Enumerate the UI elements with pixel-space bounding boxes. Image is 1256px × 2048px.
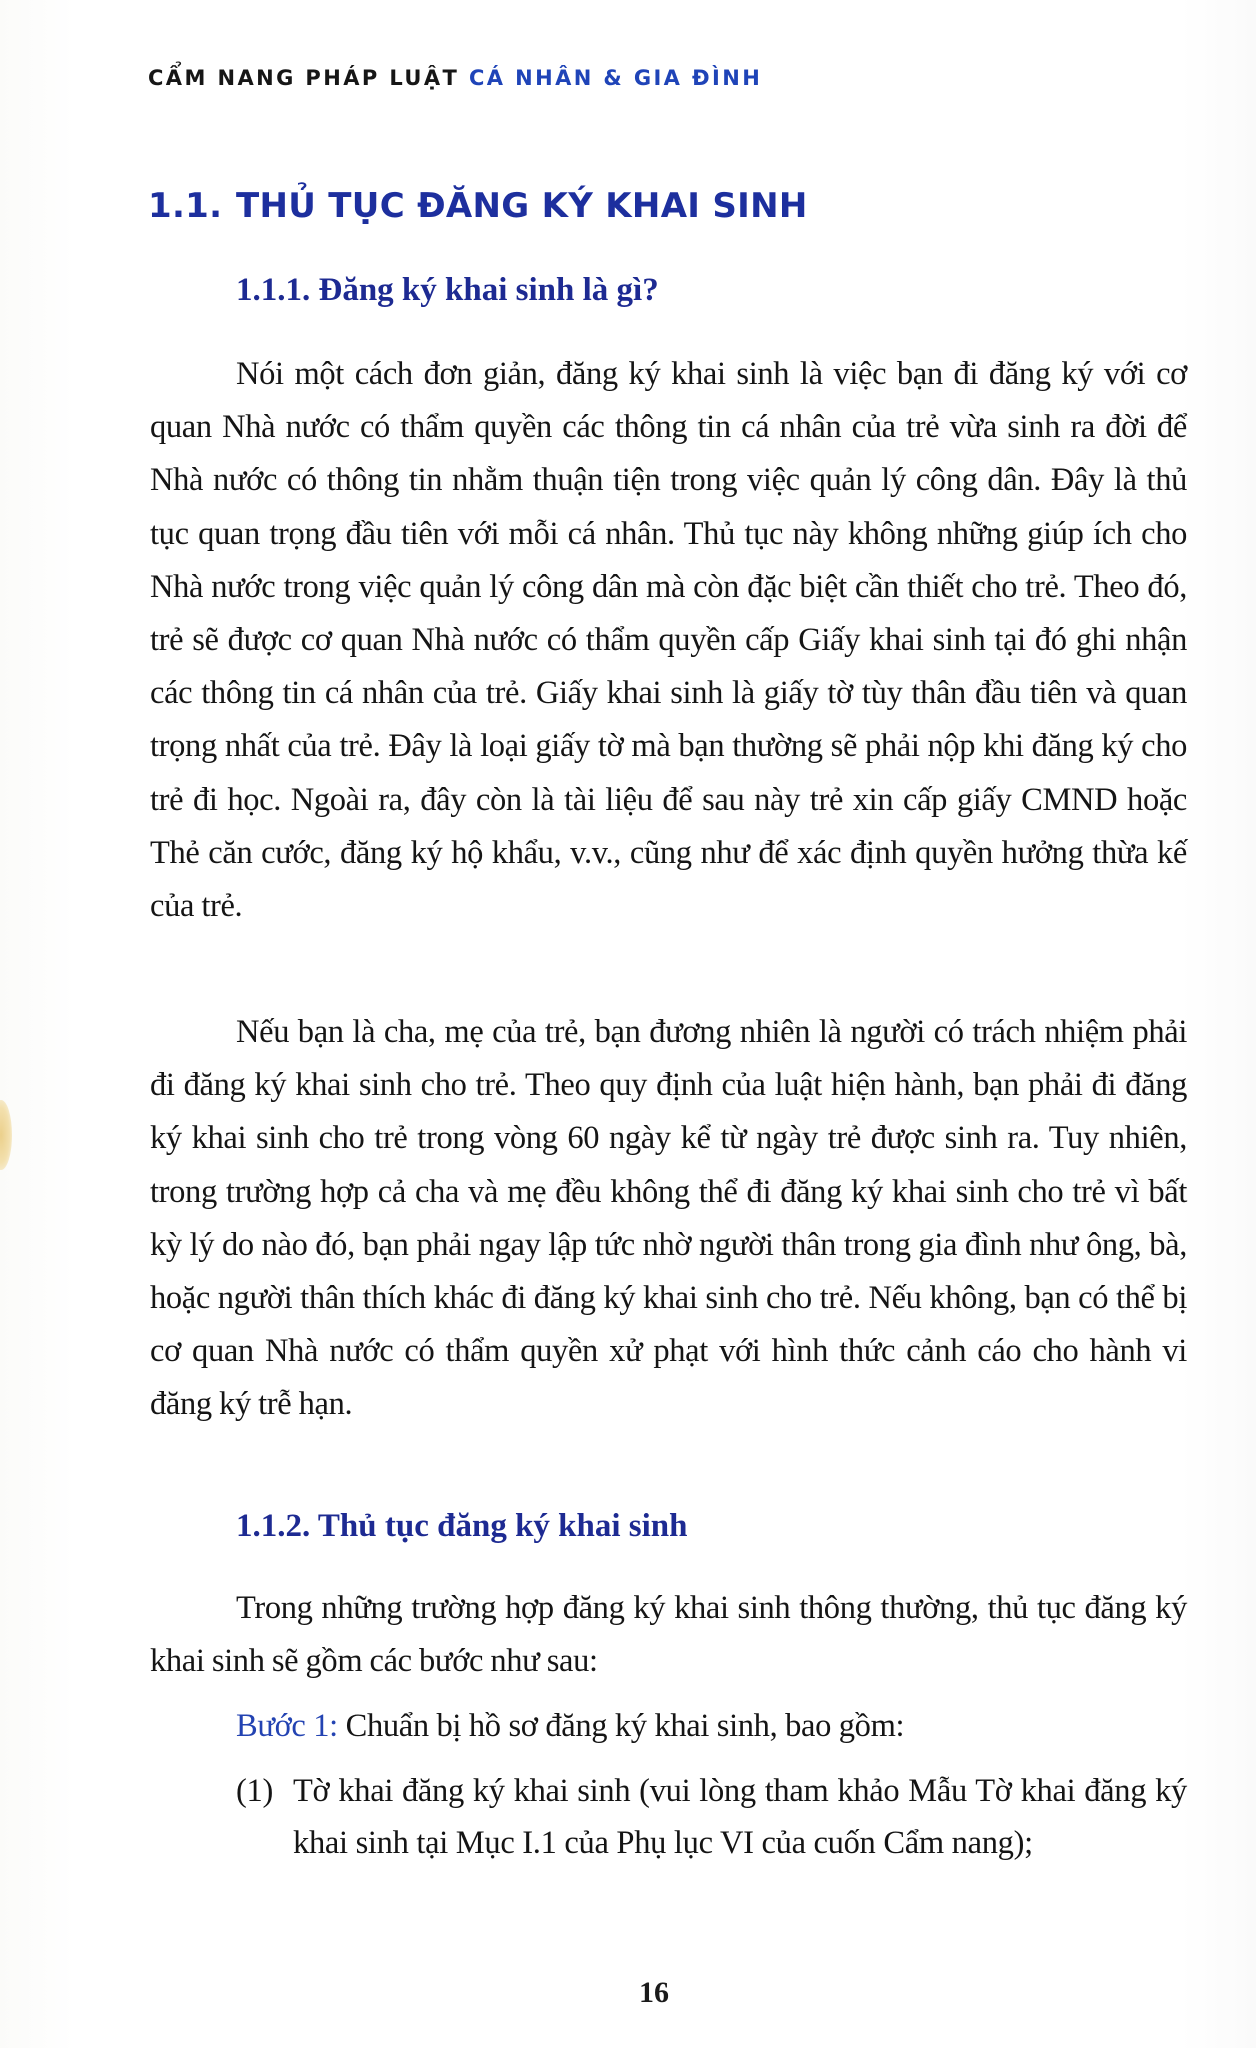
list-item-text: Tờ khai đăng ký khai sinh (vui lòng tham khảo Mẫu Tờ khai đăng ký khai sinh tại Mục I.1 của Phụ lục VI của cuốn Cẩm nang); xyxy=(293,1773,1187,1861)
subsection-heading-1-1-1: 1.1.1. Đăng ký khai sinh là gì? xyxy=(236,272,659,308)
paragraph-parent-responsibility: Nếu bạn là cha, mẹ của trẻ, bạn đương nhiên là người có trách nhiệm phải đi đăng ký khai sinh cho trẻ. Theo quy định của luật hiện hành, bạn phải đi đăng ký khai sinh cho trẻ trong vòng 60 ngày kể từ ngày trẻ được sinh ra. Tuy nhiên, trong trường hợp cả cha và mẹ đều không thể đi đăng ký khai sinh cho trẻ vì bất kỳ lý do nào đó, bạn phải ngay lập tức nhờ người thân trong gia đình như ông, bà, hoặc người thân thích khác đi đăng ký khai sinh cho trẻ. Nếu không, bạn có thể bị cơ quan Nhà nước có thẩm quyền xử phạt với hình thức cảnh cáo cho hành vi đăng ký trễ hạn. xyxy=(150,1014,1187,1423)
paragraph-procedure-intro: Trong những trường hợp đăng ký khai sinh thông thường, thủ tục đăng ký khai sinh sẽ gồm các bước như sau: xyxy=(150,1590,1187,1680)
page-number: 16 xyxy=(639,1976,669,2009)
running-header xyxy=(148,66,762,90)
step-1 xyxy=(236,1700,904,1753)
subsection-heading-1-1-2: 1.1.2. Thủ tục đăng ký khai sinh xyxy=(236,1508,688,1544)
list-item xyxy=(236,1765,1187,1869)
running-header-book-title: CẨM NANG PHÁP LUẬT xyxy=(148,66,460,90)
section-number: 1.1. xyxy=(148,186,223,226)
running-header-book-subtitle: CÁ NHÂN & GIA ĐÌNH xyxy=(468,66,763,90)
section-title: THỦ TỤC ĐĂNG KÝ KHAI SINH xyxy=(236,186,808,226)
step-text: Chuẩn bị hồ sơ đăng ký khai sinh, bao gồm: xyxy=(337,1708,905,1744)
step-label: Bước 1: xyxy=(236,1708,338,1744)
list-marker: (1) xyxy=(236,1773,273,1809)
paragraph-what-is-birth-registration: Nói một cách đơn giản, đăng ký khai sinh là việc bạn đi đăng ký với cơ quan Nhà nước có thẩm quyền các thông tin cá nhân của trẻ vừa sinh ra đời để Nhà nước có thông tin nhằm thuận tiện trong việc quản lý công dân. Đây là thủ tục quan trọng đầu tiên với mỗi cá nhân. Thủ tục này không những giúp ích cho Nhà nước trong việc quản lý công dân mà còn đặc biệt cần thiết cho trẻ. Theo đó, trẻ sẽ được cơ quan Nhà nước có thẩm quyền cấp Giấy khai sinh tại đó ghi nhận các thông tin cá nhân của trẻ. Giấy khai sinh là giấy tờ tùy thân đầu tiên và quan trọng nhất của trẻ. Đây là loại giấy tờ mà bạn thường sẽ phải nộp khi đăng ký cho trẻ đi học. Ngoài ra, đây còn là tài liệu để sau này trẻ xin cấp giấy CMND hoặc Thẻ căn cước, đăng ký hộ khẩu, v.v., cũng như để xác định quyền hưởng thừa kế của trẻ. xyxy=(150,356,1187,925)
section-heading xyxy=(148,186,808,226)
